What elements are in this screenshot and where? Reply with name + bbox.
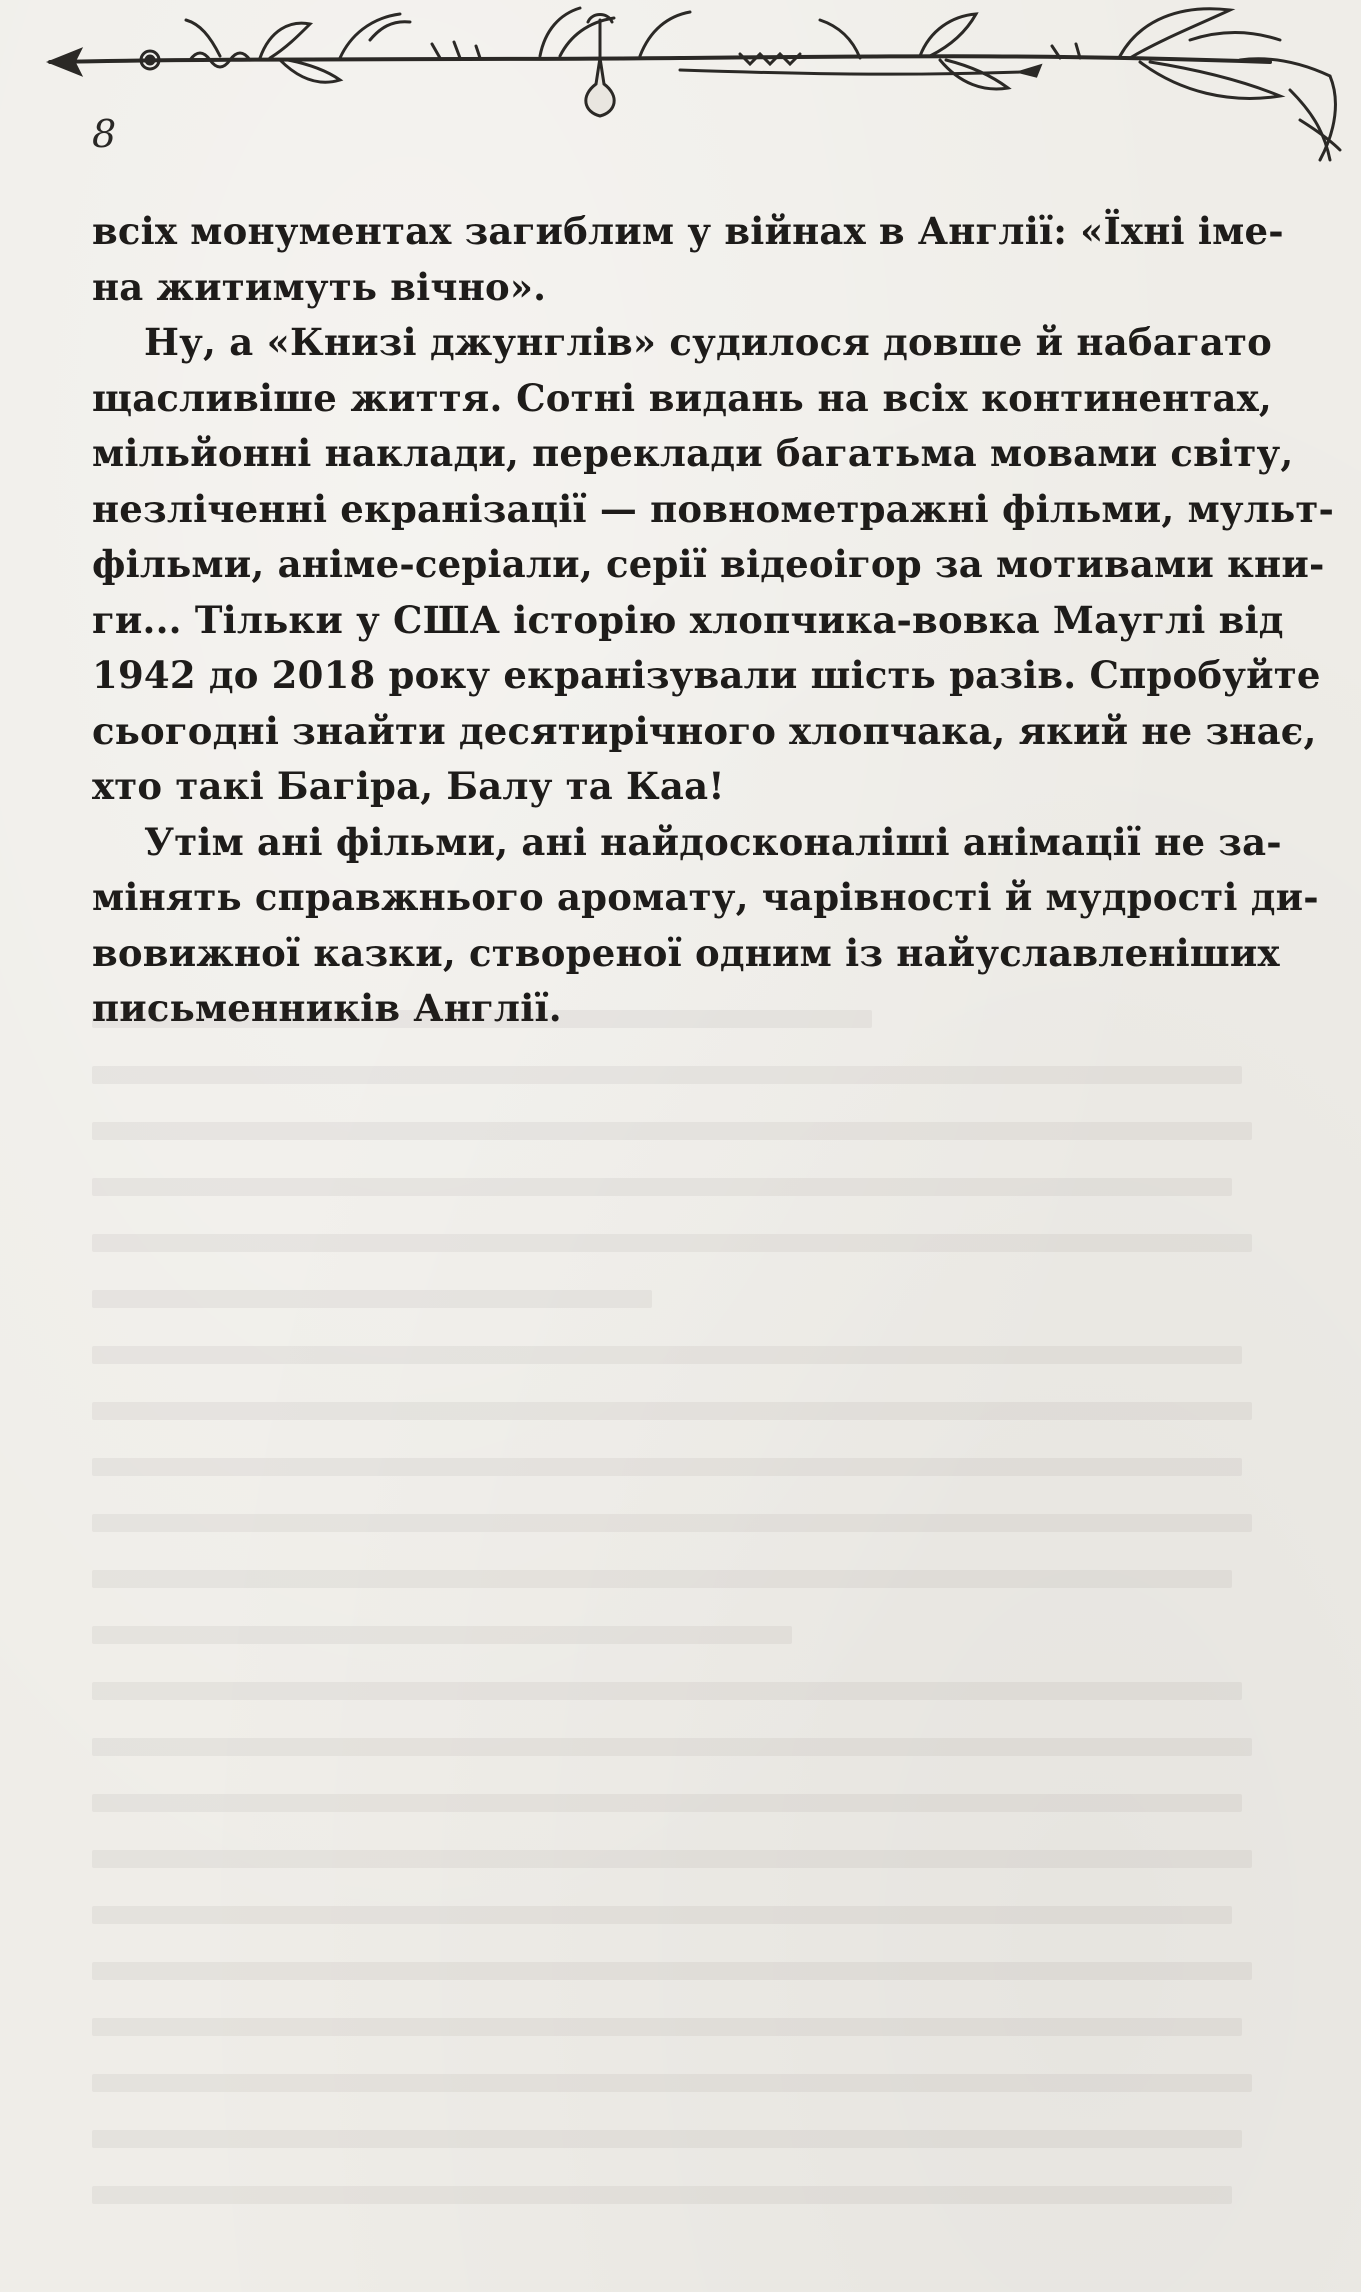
body-text: [92, 204, 1335, 1037]
paragraph-1: [92, 204, 1284, 315]
bleed-through-texture: [92, 1000, 1272, 2240]
botanical-weapons-ornament-icon: [40, 0, 1361, 200]
text-line: фільми, аніме-серіали, серії відеоігор за мотивами кни-: [92, 542, 1325, 586]
text-line: щасливіше життя. Сотні видань на всіх континентах,: [92, 375, 1272, 420]
page-number: 8: [92, 112, 117, 156]
text-line: 1942 до 2018 року екранізували шість разів. Спробуйте: [92, 653, 1321, 697]
text-line: Утім ані фільми, ані найдосконаліші анімації не за-: [144, 819, 1282, 864]
text-line: на житимуть вічно».: [92, 264, 547, 309]
text-line: хто такі Багіра, Балу та Каа!: [92, 764, 725, 808]
text-line: всіх монументах загиблим у війнах в Англії: «Їхні іме-: [92, 209, 1284, 253]
text-line: ги... Тільки у США історію хлопчика-вовка Мауглі від: [92, 597, 1284, 642]
text-line: письменників Англії.: [92, 986, 562, 1030]
text-line: вовижної казки, створеної одним із найуславленіших: [92, 930, 1280, 975]
text-line: незліченні екранізації — повнометражні фільми, мульт-: [92, 486, 1335, 531]
text-line: мільйонні наклади, переклади багатьма мовами світу,: [92, 431, 1294, 475]
text-line: мінять справжнього аромату, чарівності й мудрості ди-: [92, 875, 1319, 919]
text-line: Ну, а «Книзі джунглів» судилося довше й набагато: [144, 320, 1272, 364]
paragraph-3: [92, 815, 1319, 1037]
paragraph-2: [92, 315, 1335, 815]
text-line: сьогодні знайти десятирічного хлопчака, який не знає,: [92, 708, 1317, 753]
